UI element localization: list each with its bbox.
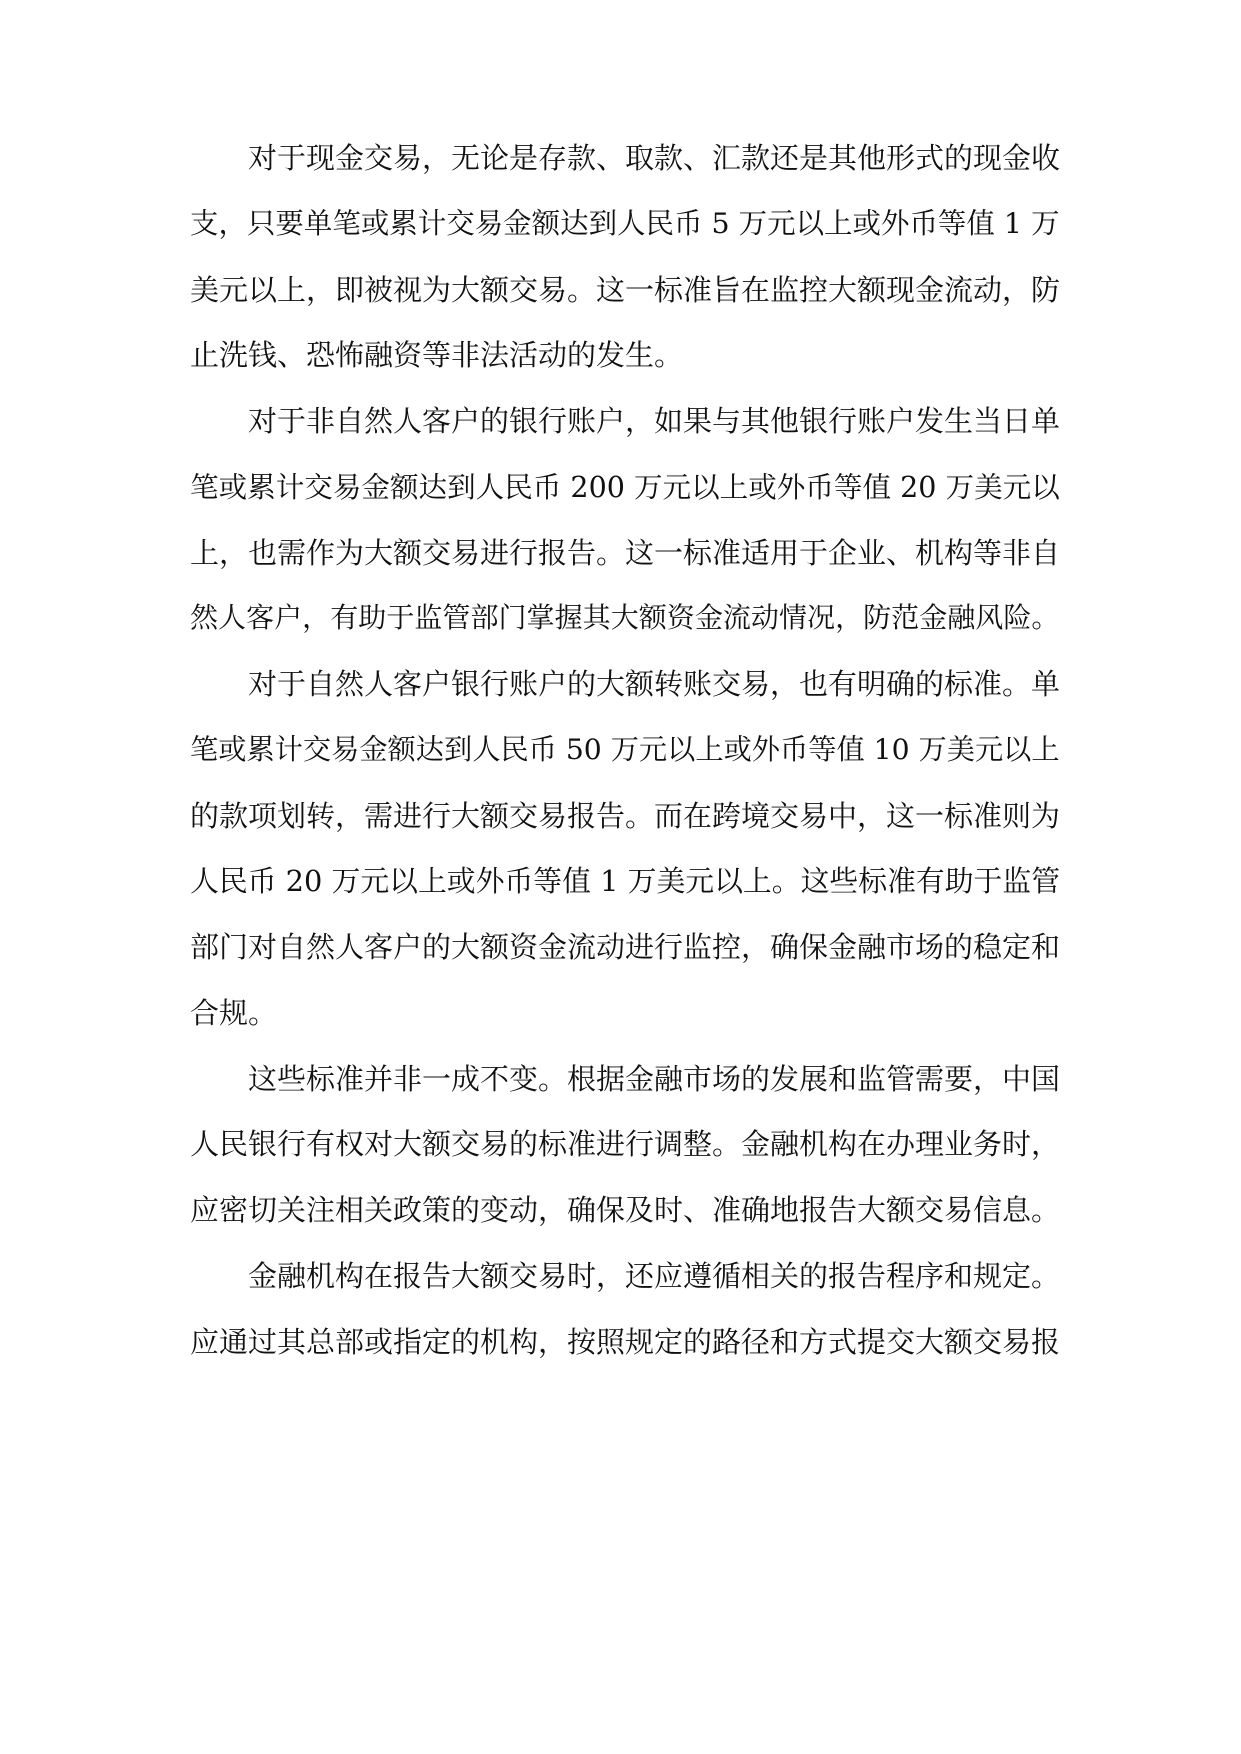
paragraph-2-line-1: 对于非自然人客户的银行账户，如果与其他银行账户发生当日单 <box>248 404 1061 438</box>
paragraph-2-line-3: 上，也需作为大额交易进行报告。这一标准适用于企业、机构等非自 <box>190 536 1061 570</box>
paragraph-4-line-2: 人民银行有权对大额交易的标准进行调整。金融机构在办理业务时， <box>190 1127 1061 1161</box>
paragraph-2-line-4: 然人客户，有助于监管部门掌握其大额资金流动情况，防范金融风险。 <box>190 601 1060 634</box>
paragraph-3-line-1: 对于自然人客户银行账户的大额转账交易，也有明确的标准。单 <box>248 667 1061 701</box>
paragraph-5-line-1: 金融机构在报告大额交易时，还应遵循相关的报告程序和规定。 <box>248 1259 1061 1293</box>
paragraph-3-line-6: 合规。 <box>190 996 278 1030</box>
paragraph-3-line-5: 部门对自然人客户的大额资金流动进行监控，确保金融市场的稳定和 <box>190 930 1061 964</box>
paragraph-4-line-1: 这些标准并非一成不变。根据金融市场的发展和监管需要，中国 <box>248 1062 1061 1096</box>
paragraph-2-line-2: 笔或累计交易金额达到人民币 200 万元以上或外币等值 20 万美元以 <box>190 470 1060 504</box>
paragraph-3-line-3: 的款项划转，需进行大额交易报告。而在跨境交易中，这一标准则为 <box>190 799 1061 833</box>
paragraph-3-line-4: 人民币 20 万元以上或外币等值 1 万美元以上。这些标准有助于监管 <box>190 864 1061 898</box>
paragraph-1-line-3: 美元以上，即被视为大额交易。这一标准旨在监控大额现金流动，防 <box>190 273 1061 307</box>
paragraph-1-line-1: 对于现金交易，无论是存款、取款、汇款还是其他形式的现金收 <box>248 141 1061 175</box>
paragraph-5-line-2: 应通过其总部或指定的机构，按照规定的路径和方式提交大额交易报 <box>190 1325 1061 1359</box>
paragraph-1-line-2: 支，只要单笔或累计交易金额达到人民币 5 万元以上或外币等值 1 万 <box>190 207 1060 240</box>
paragraph-4-line-3: 应密切关注相关政策的变动，确保及时、准确地报告大额交易信息。 <box>190 1193 1061 1227</box>
paragraph-1-line-4: 止洗钱、恐怖融资等非法活动的发生。 <box>190 338 684 372</box>
paragraph-3-line-2: 笔或累计交易金额达到人民币 50 万元以上或外币等值 10 万美元以上 <box>190 733 1060 766</box>
